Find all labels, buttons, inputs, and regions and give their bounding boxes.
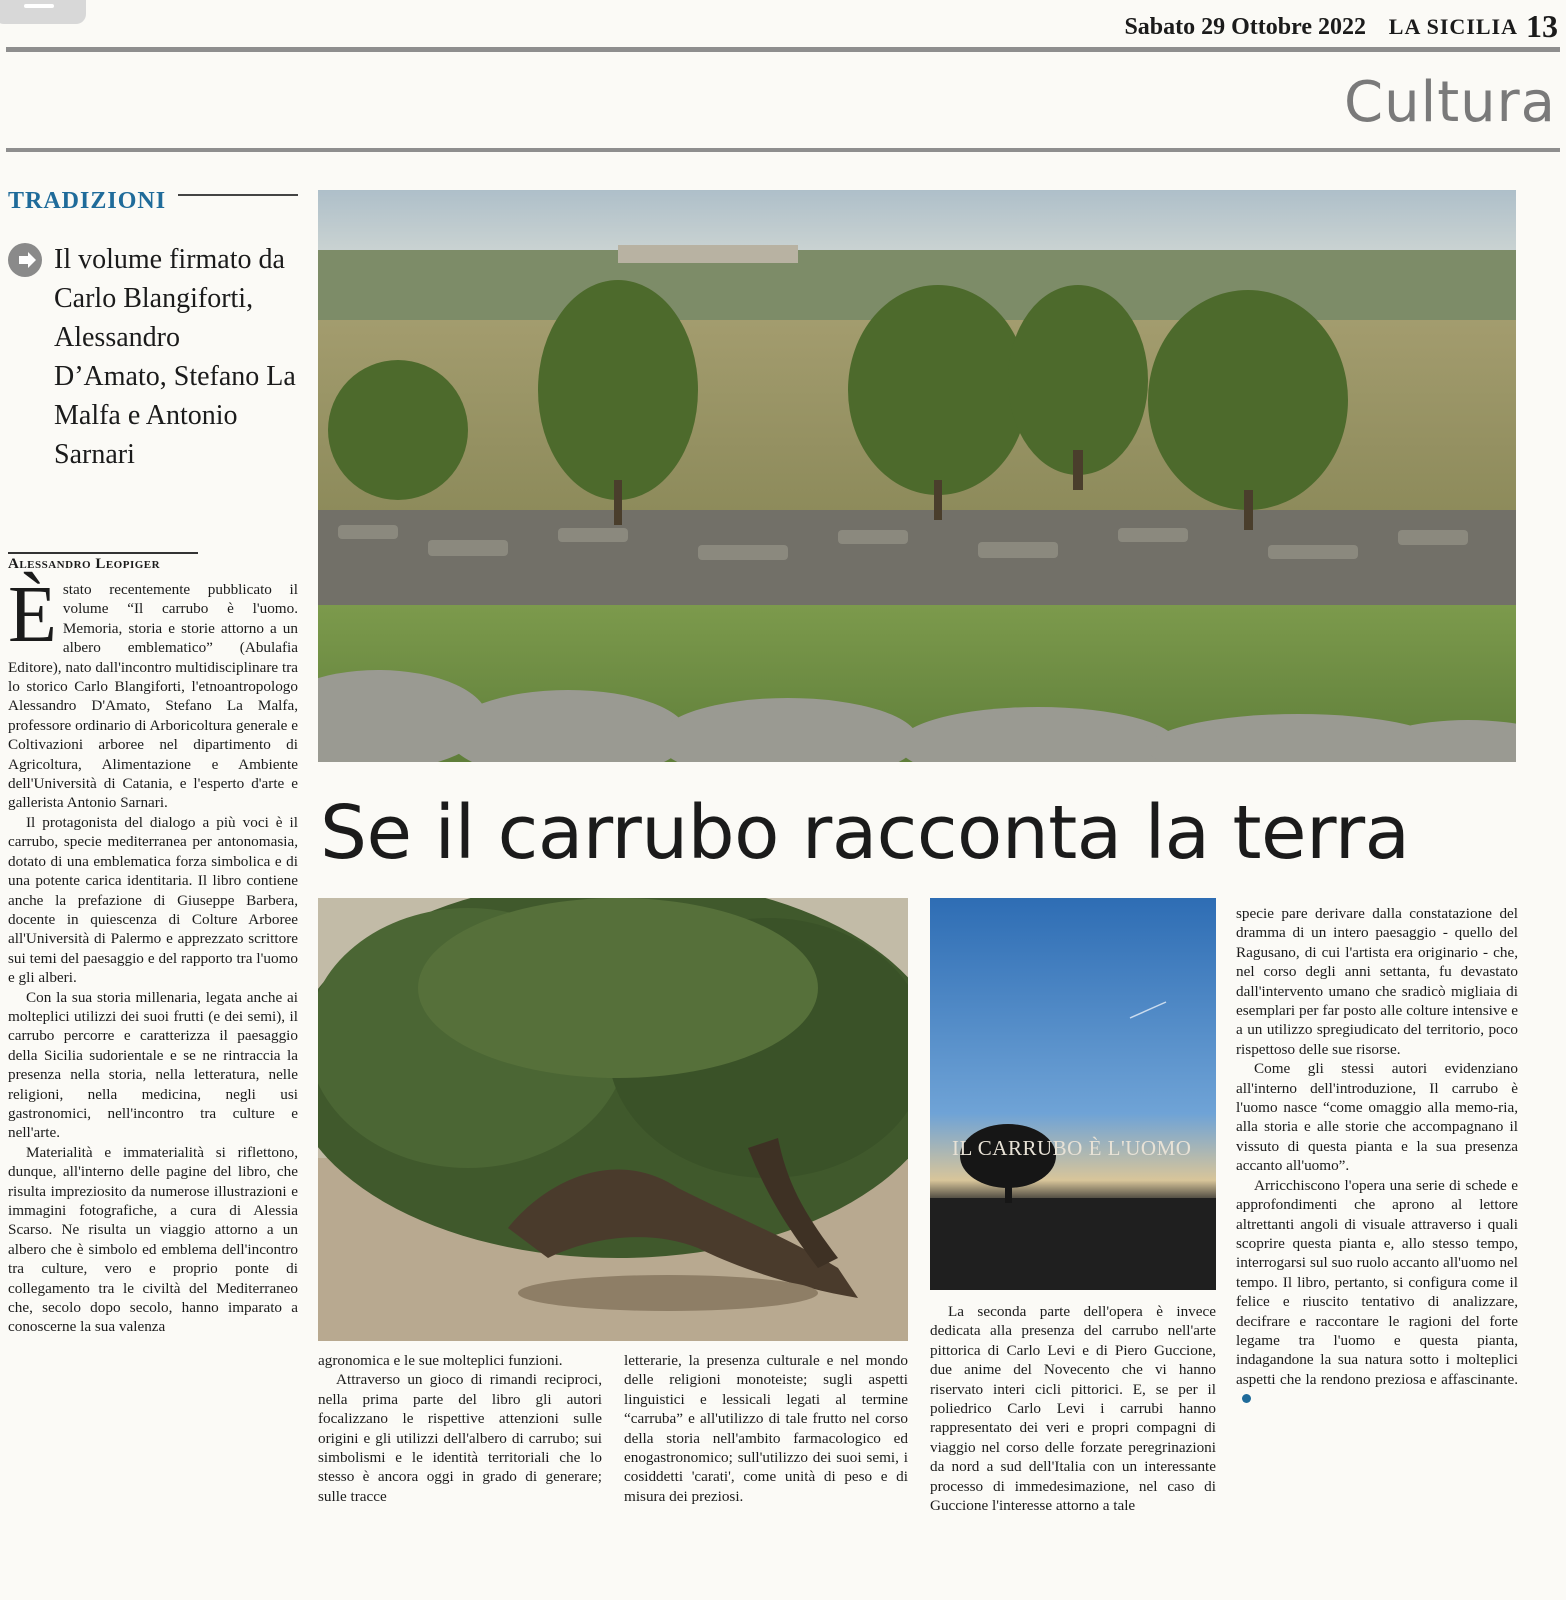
- paragraph: Con la sua storia millenaria, legata anche ai molteplici utilizzi dei suoi frutti (e dei semi), il carrubo percorre e caratterizza il paesaggio della Sicilia sudorientale e se ne rintraccia la presenza nella storia, nella letteratura, nelle religioni, nella medicina, negli usi gastronomici, nell'incontro tra culture e nell'arte.: [8, 988, 298, 1142]
- page-number: 13: [1526, 8, 1558, 44]
- article-column-3: [624, 1351, 908, 1596]
- drop-cap: È: [8, 571, 57, 659]
- paragraph: letterarie, la presenza culturale e nel mondo delle religioni monoteiste; sugli aspetti linguistici e lessicali legati al termine “carruba” e all'utilizzo di tale frutto nel corso della storia nell'ambito farmacologico ed enogastronomico; sull'utilizzo dei suoi semi, i cosiddetti 'carati', come unità di peso e di misura dei preziosi.: [624, 1352, 908, 1505]
- paragraph: Come gli stessi autori evidenziano all'interno dell'introduzione, Il carrubo è l'uomo nasce “come omaggio alla memo-ria, alla storia e alle storie che accompagnano il vissuto di questa pianta e la sua presenza accanto all'uomo”.: [1236, 1060, 1518, 1175]
- paragraph: specie pare derivare dalla constatazione del dramma di un intero paesaggio - quello del Ragusano, di cui l'artista era originario - che, nel corso degli anni settanta, fu devastato dall'intervento umano che sradicò migliaia di esemplari per far posto alle colture intensive e a un utilizzo spregiudicato del territorio, poco rispettoso delle sue risorse.: [1236, 905, 1518, 1058]
- book-cover-title: IL CARRUBO È L'UOMO: [952, 1136, 1192, 1160]
- masthead: LA SICILIA: [1388, 14, 1518, 39]
- carob-tree-photo: [318, 898, 908, 1341]
- book-cover: [930, 898, 1216, 1290]
- header-rule: [6, 47, 1560, 52]
- byline: Alessandro Leopiger: [8, 556, 161, 572]
- landscape-photo: [318, 190, 1516, 762]
- paragraph: Arricchiscono l'opera una serie di schede e approfondimenti che aprono al lettore altrettanti angoli di visuale attraverso i quali scoprire questa pianta e, allo stesso tempo, interrogarsi sul suo ruolo accanto all'uomo nel tempo. Il libro, pertanto, si configura come il felice e riuscito tentativo di analizzare, decifrare e raccontare le ragioni del forte legame tra l'uomo e questa pianta, indagandone la sua natura sotto i molteplici aspetti che la rendono preziosa e affascinante.: [1236, 1176, 1518, 1409]
- kicker-rule: [178, 194, 298, 196]
- paragraph: Èstato recentemente pubblicato il volume “Il carrubo è l'uomo. Memoria, storia e storie attorno a un albero emblematico” (Abulafia Editore), nato dall'incontro multidisciplinare tra lo storico Carlo Blangiforti, l'etnoantropologo Alessandro D'Amato, Stefano La Malfa, professore ordinario di Arboricoltura generale e Coltivazioni arboree nel dipartimento di Agricoltura, Alimentazione e Ambiente dell'Università di Catania, e l'esperto d'arte e gallerista Antonio Sarnari.: [8, 571, 298, 812]
- article-column-4: [930, 1302, 1216, 1596]
- paragraph: Attraverso un gioco di rimandi reciproci, nella prima parte del libro gli autori focalizzano le rispettive attenzioni sulle origini e gli utilizzi dell'albero di carrubo; sui simbolismi e le identità territoriali che lo stesso è ancora oggi in grado di generare; sulle tracce: [318, 1371, 602, 1505]
- arrow-bullet-icon: [8, 243, 42, 277]
- issue-date: Sabato 29 Ottobre 2022: [1124, 14, 1366, 40]
- paragraph: Il protagonista del dialogo a più voci è il carrubo, specie mediterranea per antonomasia, dotato di una emblematica forza simbolica e di una potente carica identitaria. Il libro contiene anche la prefazione di Giuseppe Barbera, docente in quiescenza di Colture Arboree all'Università di Palermo e apprezzato scrittore sui temi del paesaggio e del rapporto tra l'uomo e gli alberi.: [8, 813, 298, 987]
- menu-button[interactable]: [0, 0, 86, 24]
- article-column-2: [318, 1351, 602, 1596]
- article-column-5: [1236, 904, 1518, 1596]
- section-title: Cultura: [1344, 70, 1556, 135]
- paragraph: Materialità e immaterialità si riflettono, dunque, all'interno delle pagine del libro, che risulta impreziosito da numerose illustrazioni e immagini fotografiche, a cura di Alessia Scarso. Ne risulta un viaggio attorno a un albero che è simbolo ed emblema dell'incontro tra culture, vero e proprio ponte di collegamento tra le civiltà del Mediterraneo che, secolo dopo secolo, hanno imparato a conoscerne la sua valenza: [8, 1143, 298, 1336]
- headline: Se il carrubo racconta la terra: [320, 790, 1410, 876]
- menu-icon: [24, 4, 54, 8]
- paragraph: agronomica e le sue molteplici funzioni.: [318, 1352, 563, 1369]
- kicker: TRADIZIONI: [8, 188, 167, 214]
- article-summary: Il volume firmato da Carlo Blangiforti, Alessandro D’Amato, Stefano La Malfa e Antonio Sarnari: [54, 244, 296, 470]
- article-column-1: [8, 571, 298, 1596]
- end-mark-icon: [1242, 1394, 1251, 1403]
- paragraph: La seconda parte dell'opera è invece dedicata alla presenza del carrubo nell'arte pittorica di Carlo Levi e di Piero Guccione, due anime del Novecento che vi hanno riservato interi cicli pittorici. E, se per il poliedrico Carlo Levi i carrubi hanno rappresentato dei veri e propri compagni di viaggio nel corso delle forzate peregrinazioni da nord a sud dell'Italia con un interessante processo di immedesimazione, nel caso di Guccione l'interesse attorno a tale: [930, 1303, 1216, 1515]
- byline-rule: [8, 552, 198, 554]
- section-rule: [6, 148, 1560, 152]
